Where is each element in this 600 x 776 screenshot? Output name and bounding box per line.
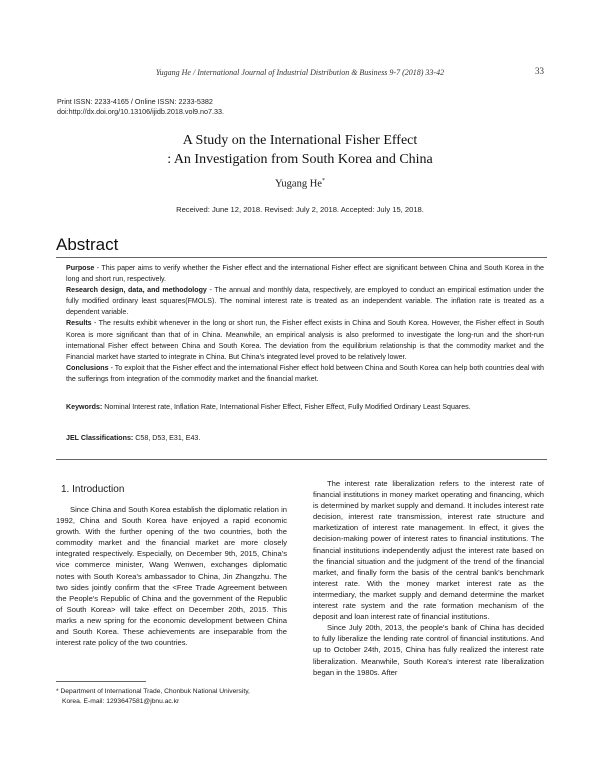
design-label: Research design, data, and methodology xyxy=(66,286,207,295)
jel-label: JEL Classifications: xyxy=(66,434,134,442)
author-footnote xyxy=(56,687,291,707)
section-heading-introduction: 1. Introduction xyxy=(61,484,125,495)
author-footnote-mark: * xyxy=(321,178,325,184)
footnote-rule xyxy=(56,681,146,682)
abstract-top-rule xyxy=(56,257,547,258)
design-text: - The annual and monthly data, respectively, are employed to conduct an empirical estimation under the fully modified ordinary least squares(FMOLS). The nominal interest rate is treated as an independent variable. The inflation rate is treated as a dependent variable. xyxy=(66,286,545,317)
conclusions-text: - To exploit that the Fisher effect and the international Fisher effect hold between China and South Korea can help both countries deal with the sufferings from integration of the commodity market and the financial market. xyxy=(66,363,544,383)
abstract-results xyxy=(66,318,544,362)
keywords-text: Nominal Interest rate, Inflation Rate, International Fisher Effect, Fisher Effect, Fully Modified Ordinary Least Squares. xyxy=(104,403,471,411)
submission-dates: Received: June 12, 2018. Revised: July 2, 2018. Accepted: July 15, 2018. xyxy=(176,205,424,214)
doi-line: doi:http://dx.doi.org/10.13106/ijidb.2018.vol9.no7.33. xyxy=(57,106,225,116)
footnote-line-1: * Department of International Trade, Chonbuk National University, xyxy=(56,688,250,695)
abstract-bottom-rule xyxy=(56,459,547,460)
intro-paragraph-3: Since July 20th, 2013, the people's bank of China has decided to fully liberalize the lending rate control of financial institutions. And up to October 24th, 2015, China has fully realized the interest rate liberalization. Meanwhile, South Korea's interest rate liberalization began in the 1980s. After xyxy=(313,623,544,677)
issn-block xyxy=(57,97,224,116)
results-text: - The results exhibit whenever in the long or short run, the Fisher effect exists in China and South Korea. However, the Fisher effect in South Korea is more significant than that of in China. Meanwhile, an empirical analysis is also preformed to investigate the long-run and the short-run international Fisher effect between China and South Korea. The deviation from the equilibrium relationship is that the commodity market and the Financial market have started to integrate in China. But China's integrated level proved to be relatively lower. xyxy=(66,319,544,361)
intro-paragraph-1: Since China and South Korea establish the diplomatic relation in 1992, China and South Korea have enjoyed a rapid economic growth. With the further opening of the two countries, both the commodity market and the financial market are more closely integrated respectively. Especially, on December 9th, 2015, China's vice commerce minister, Wang Wenwen, exchanges diplomatic notes with South Korea's ambassador to China, Jin Zhangzhu. The two sides jointly confirm that the <Free Trade Agreement between the People's Republic of China and the government of the Republic of South Korea> will take effect on December 20th, 2015. This marks a new spring for the economic development between China and South Korea. These achievements are inseparable from the interest rate policy of the two countries. xyxy=(56,505,287,648)
results-label: Results xyxy=(66,319,92,328)
purpose-text: - This paper aims to verify whether the Fisher effect and the international Fisher effect are significant between China and South Korea in the long and short run, respectively. xyxy=(66,264,544,284)
jel-classifications xyxy=(66,434,200,442)
page-number: 33 xyxy=(535,66,544,76)
author-name: Yugang He xyxy=(275,178,322,190)
author-line xyxy=(0,178,600,190)
left-column-body xyxy=(56,504,287,648)
right-column-body xyxy=(313,478,544,678)
purpose-label: Purpose xyxy=(66,264,95,272)
abstract-body xyxy=(66,263,544,385)
paper-title xyxy=(0,131,600,169)
title-line-1: A Study on the International Fisher Effect xyxy=(182,133,418,148)
abstract-purpose xyxy=(66,263,544,285)
keywords xyxy=(66,402,544,413)
abstract-heading: Abstract xyxy=(56,235,119,254)
abstract-conclusions xyxy=(66,363,544,385)
jel-text: C58, D53, E31, E43. xyxy=(133,434,201,442)
running-header: Yugang He / International Journal of Industrial Distribution & Business 9-7 (2018) 33-42 xyxy=(155,68,445,77)
abstract-design xyxy=(66,285,544,318)
footnote-line-2: Korea. E-mail: 1293647581@jbnu.ac.kr xyxy=(62,698,180,705)
keywords-label: Keywords: xyxy=(66,403,103,411)
conclusions-label: Conclusions xyxy=(66,363,109,372)
issn-line: Print ISSN: 2233-4165 / Online ISSN: 2233-5382 xyxy=(57,97,213,106)
intro-paragraph-2: The interest rate liberalization refers to the interest rate of financial institutions in money market operating and financing, which is determined by market supply and demand. It includes interest rate decision, interest rate transmission, interest rate structure and marketization of interest rate management. In effect, it gives the decision-making power of interest rates to financial institutions. The financial institutions independently adjust the interest rate based on the financial situation and the judgment of the trend of the financial market, and finally form the basis of the central bank's benchmark interest rate. With the money market interest rate as the intermediary, the market supply and demand determine the market interest rate system and the rate formation mechanism of the deposit and loan interest rate of financial institutions. xyxy=(313,479,544,622)
title-line-2: : An Investigation from South Korea and China xyxy=(167,152,433,167)
